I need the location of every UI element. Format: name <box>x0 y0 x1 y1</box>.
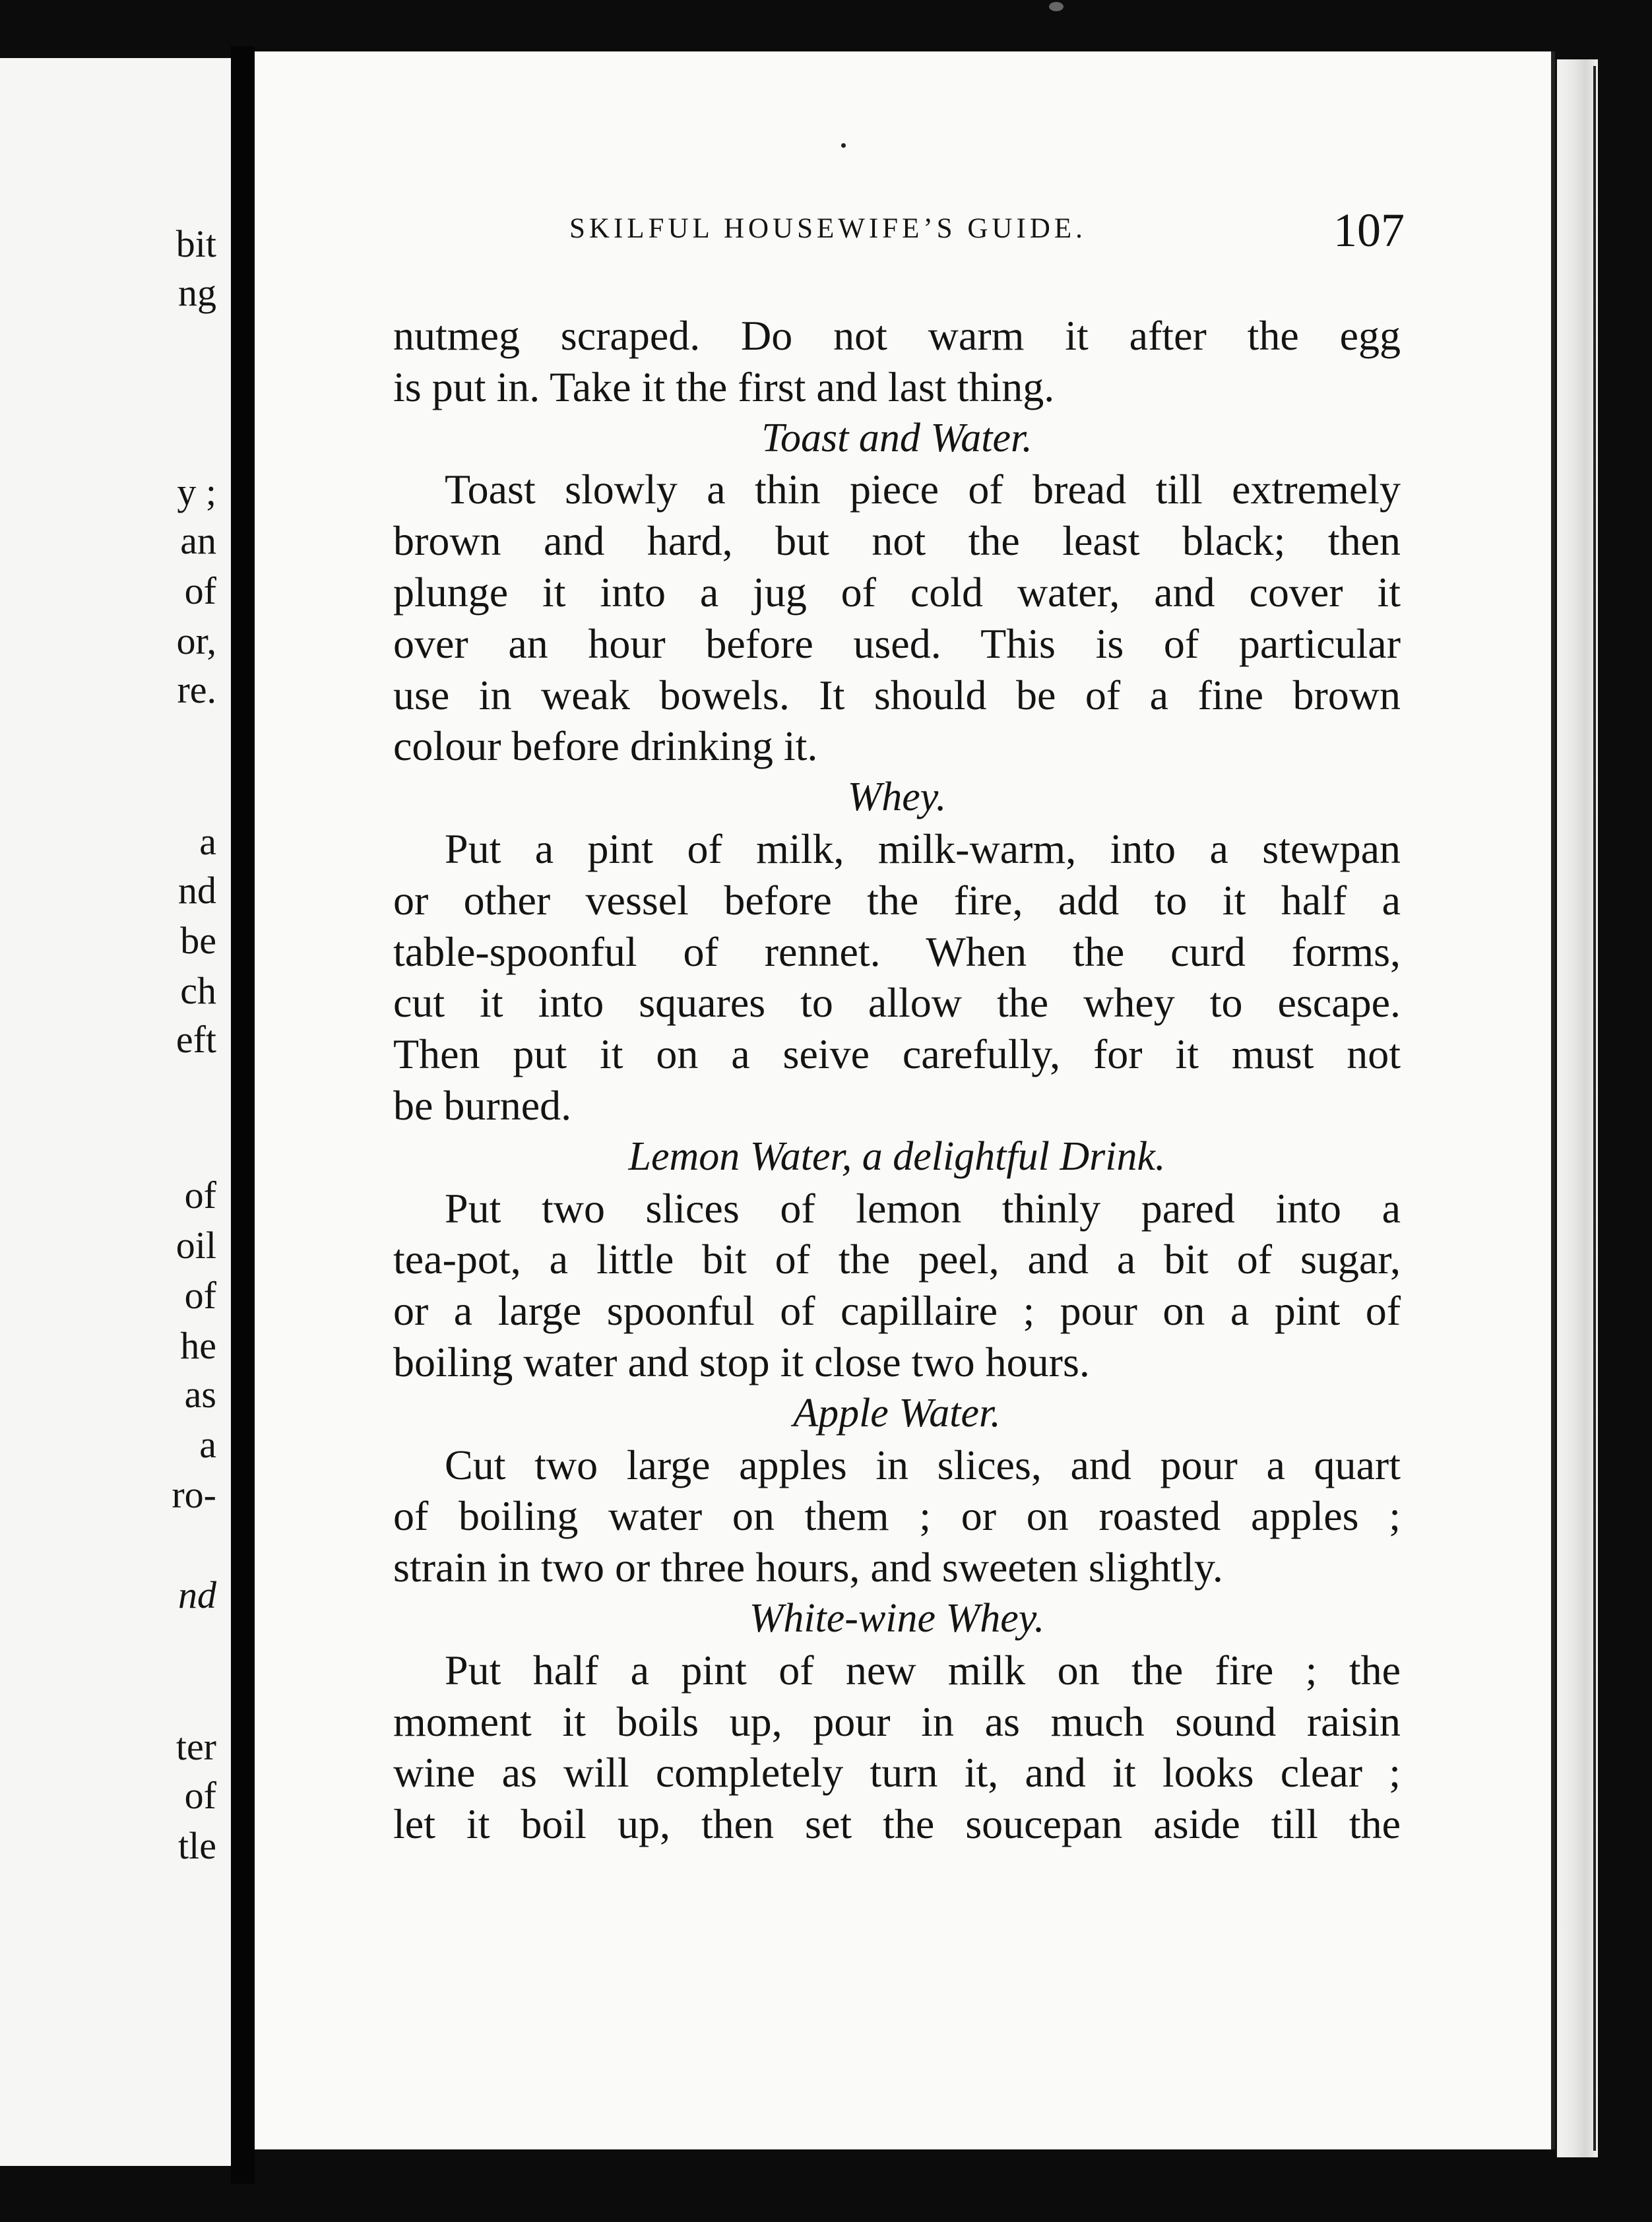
facing-page-fragment <box>0 58 231 2166</box>
facing-page-text: of <box>184 1774 216 1817</box>
facing-page-text: he <box>180 1324 216 1367</box>
page-header <box>569 203 1405 259</box>
section-heading: Toast and Water. <box>761 415 1032 460</box>
body-line: Toast slowly a thin piece of bread till extremely <box>445 466 1401 513</box>
facing-page-text: a <box>199 820 216 863</box>
section-heading: Apple Water. <box>793 1390 1001 1436</box>
facing-page-text: ter <box>175 1725 216 1768</box>
page-number: 107 <box>1333 204 1405 257</box>
body-line: nutmeg scraped. Do not warm it after the egg <box>393 312 1401 359</box>
page-edge <box>1555 59 1598 2157</box>
facing-page-text: nd <box>178 869 216 912</box>
body-line: cut it into squares to allow the whey to escape. <box>393 979 1401 1027</box>
facing-page-text: be <box>180 919 216 962</box>
facing-page-text: re. <box>177 668 216 711</box>
body-line: boiling water and stop it close two hours. <box>393 1338 1090 1385</box>
ink-speck <box>1049 2 1064 11</box>
body-line: use in weak bowels. It should be of a fine brown <box>393 671 1401 718</box>
book-gutter <box>231 46 255 2184</box>
page-edge-line <box>1593 66 1596 2151</box>
body-line: plunge it into a jug of cold water, and cover it <box>393 568 1401 616</box>
facing-page-text: oil <box>175 1224 216 1267</box>
facing-page-text: a <box>199 1423 216 1466</box>
body-line: let it boil up, then set the soucepan aside till the <box>393 1800 1401 1848</box>
body-line: table-spoonful of rennet. When the curd forms, <box>393 928 1401 975</box>
body-line: of boiling water on them ; or on roasted apples ; <box>393 1492 1401 1540</box>
body-line: or other vessel before the fire, add to it half a <box>393 876 1401 924</box>
body-line: Cut two large apples in slices, and pour a quart <box>445 1441 1401 1488</box>
facing-page-text: ro- <box>172 1473 216 1516</box>
body-line: Put a pint of milk, milk-warm, into a stewpan <box>445 825 1401 872</box>
facing-page-text: of <box>184 569 216 612</box>
facing-page-text: bit <box>175 222 216 265</box>
ink-speck <box>841 143 846 148</box>
facing-page-text: nd <box>178 1573 216 1616</box>
section-heading: White-wine Whey. <box>749 1595 1045 1641</box>
body-line: over an hour before used. This is of particular <box>393 619 1401 667</box>
body-line: Then put it on a seive carefully, for it must not <box>393 1031 1401 1078</box>
facing-page-text: y ; <box>177 470 216 513</box>
body-line: colour before drinking it. <box>393 722 818 770</box>
facing-page-text: or, <box>176 619 216 662</box>
body-line: or a large spoonful of capillaire ; pour on a pint of <box>393 1287 1401 1335</box>
facing-page-text: ng <box>178 271 216 314</box>
facing-page-text: ch <box>180 969 216 1012</box>
facing-page-text: tle <box>178 1824 216 1867</box>
body-line: wine as will completely turn it, and it looks clear ; <box>393 1749 1401 1796</box>
body-line: be burned. <box>393 1081 572 1129</box>
facing-page-text: as <box>184 1373 216 1416</box>
body-line: moment it boils up, pour in as much sound raisin <box>393 1698 1401 1745</box>
section-heading: Lemon Water, a delightful Drink. <box>628 1133 1166 1179</box>
facing-page-text: of <box>184 1174 216 1217</box>
body-line: strain in two or three hours, and sweeten slightly. <box>393 1544 1223 1591</box>
facing-page-text: an <box>180 519 216 562</box>
body-line: Put two slices of lemon thinly pared into a <box>445 1184 1401 1232</box>
body-line: tea-pot, a little bit of the peel, and a bit of sugar, <box>393 1236 1401 1283</box>
body-line: brown and hard, but not the least black; then <box>393 517 1401 565</box>
running-head: SKILFUL HOUSEWIFE’S GUIDE. <box>569 213 1087 244</box>
page-body <box>393 310 1401 1850</box>
body-line: is put in. Take it the first and last thing. <box>393 363 1055 410</box>
facing-page-text: eft <box>175 1018 216 1061</box>
section-heading: Whey. <box>847 775 947 820</box>
body-line: Put half a pint of new milk on the fire ; the <box>445 1646 1401 1694</box>
facing-page-text: of <box>184 1274 216 1317</box>
